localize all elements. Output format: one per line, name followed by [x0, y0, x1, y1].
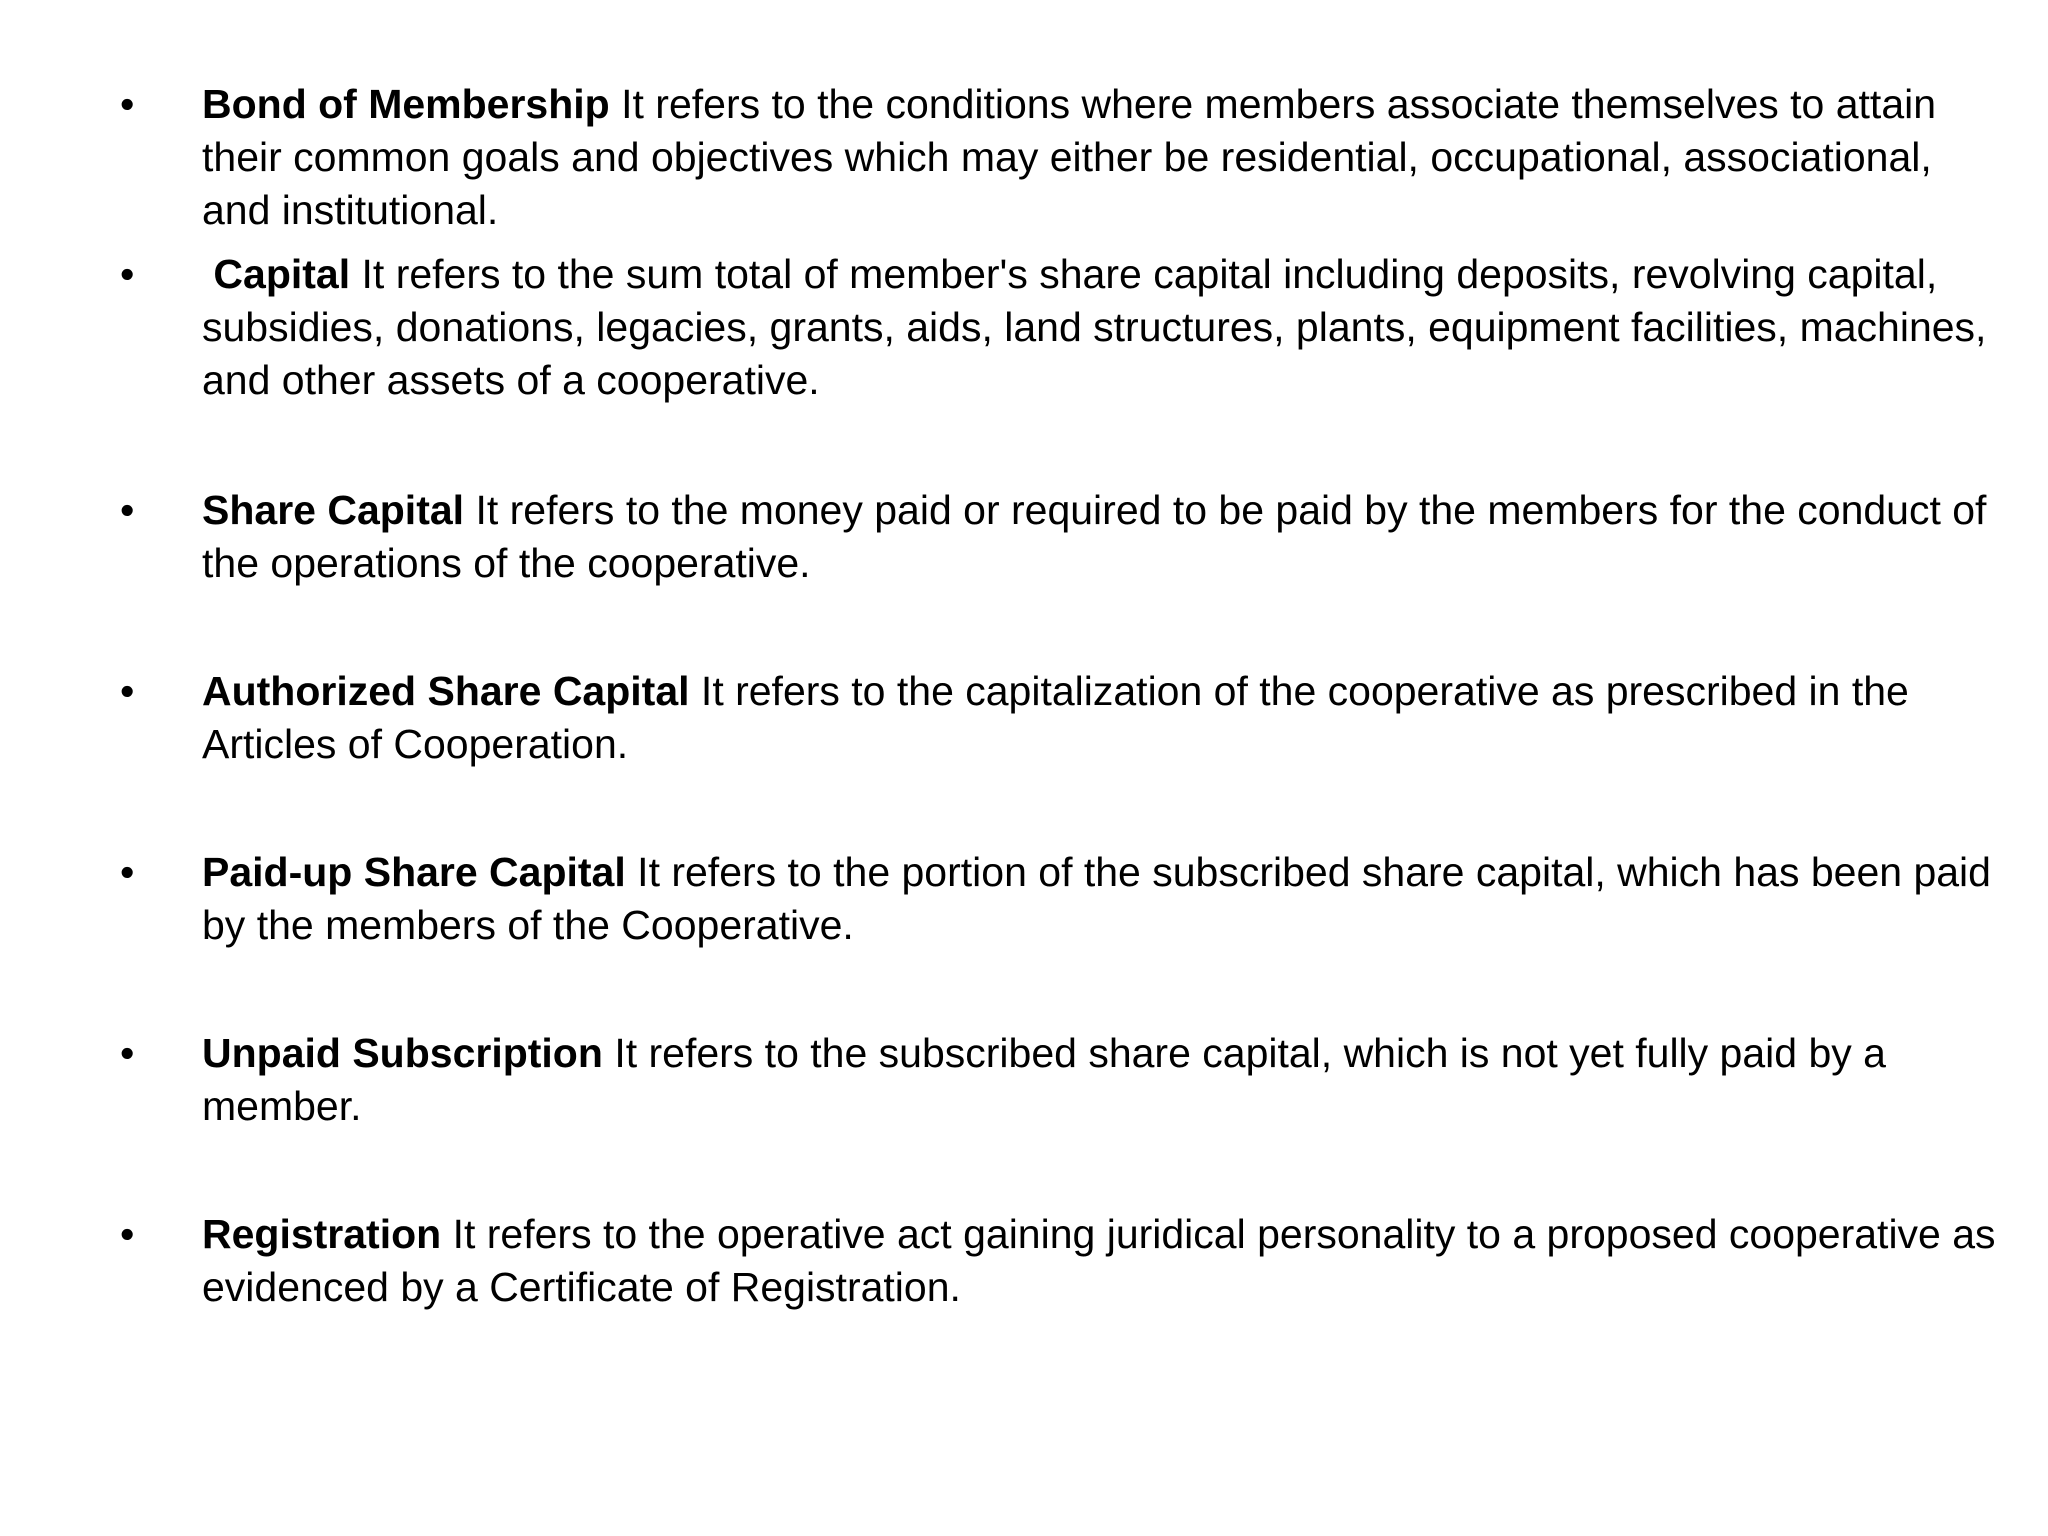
item-text — [202, 665, 2000, 771]
term-label: Registration — [202, 1211, 442, 1257]
item-text — [202, 248, 2000, 407]
item-text — [202, 78, 2000, 237]
term-label: Bond of Membership — [202, 81, 610, 127]
list-item — [120, 78, 2000, 237]
term-definition: It refers to the sum total of member's share capital including deposits, revolving capital, subsidies, donations, legacies, grants, aids, land structures, plants, equipment facilities, machines, and other assets of a cooperative. — [202, 251, 1987, 403]
bullet-icon: • — [120, 668, 135, 714]
term-definition: It refers to the subscribed share capital, which is not yet fully paid by a member. — [202, 1030, 1886, 1129]
list-item — [120, 846, 2000, 952]
list-item — [120, 665, 2000, 771]
term-label: Capital — [213, 251, 351, 297]
list-item — [120, 1208, 2000, 1314]
item-text — [202, 1208, 2000, 1314]
bullet-icon: • — [120, 487, 135, 533]
item-text — [202, 1027, 2000, 1133]
item-text — [202, 484, 2000, 590]
term-definition: It refers to the conditions where members associate themselves to attain their common goals and objectives which may either be residential, occupational, associational, and institutional. — [202, 81, 1937, 233]
term-label: Unpaid Subscription — [202, 1030, 603, 1076]
term-label: Share Capital — [202, 487, 465, 533]
bullet-icon: • — [120, 251, 135, 297]
term-definition: It refers to the money paid or required to be paid by the members for the conduct of the operations of the cooperative. — [202, 487, 1987, 586]
bullet-icon: • — [120, 81, 135, 127]
term-definition: It refers to the capitalization of the cooperative as prescribed in the Articles of Cooperation. — [202, 668, 1909, 767]
list-item — [120, 1027, 2000, 1133]
bullet-icon: • — [120, 849, 135, 895]
list-item — [120, 484, 2000, 590]
term-definition: It refers to the operative act gaining juridical personality to a proposed cooperative as evidenced by a Certificate of Registration. — [202, 1211, 1996, 1310]
item-text — [202, 846, 2000, 952]
list-item — [120, 248, 2000, 407]
term-label: Authorized Share Capital — [202, 668, 690, 714]
bullet-icon: • — [120, 1030, 135, 1076]
bullet-icon: • — [120, 1211, 135, 1257]
term-definition: It refers to the portion of the subscribed share capital, which has been paid by the members of the Cooperative. — [202, 849, 1991, 948]
term-label: Paid-up Share Capital — [202, 849, 626, 895]
